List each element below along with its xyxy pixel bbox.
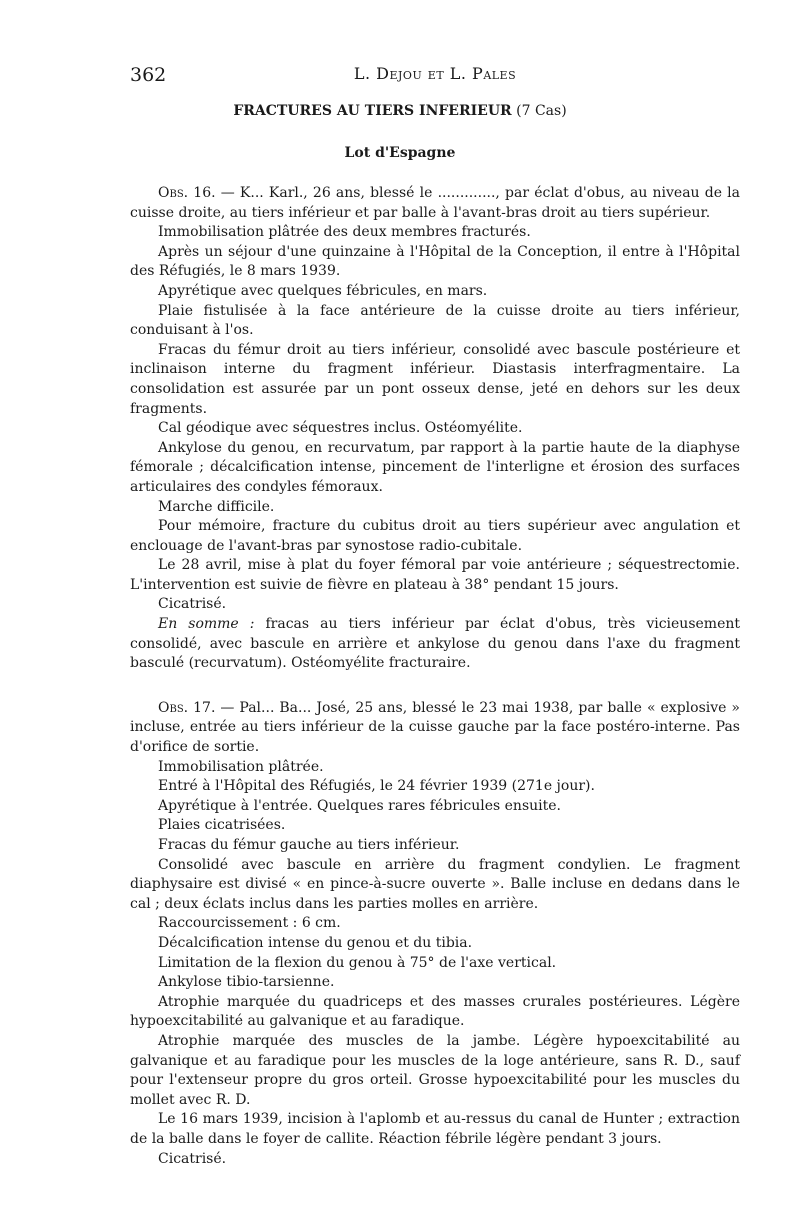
paragraph: Marche difficile. — [158, 498, 275, 515]
paragraph: Après un séjour d'une quinzaine à l'Hôpital de la Conception, il entre à l'Hôpital des Réfugiés, le 8 mars 1939. — [130, 243, 740, 280]
section-count: (7 Cas) — [516, 103, 567, 119]
paragraph: Ankylose du genou, en recurvatum, par rapport à la partie haute de la diaphyse fémorale ; décalcification intense, pincement de l'interligne et érosion des surfaces articulaires des condyles fémoraux. — [130, 439, 740, 495]
paragraph: Cicatrisé. — [158, 596, 227, 613]
paragraph: Plaies cicatrisées. — [158, 817, 286, 834]
paragraph: Le 28 avril, mise à plat du foyer fémoral par voie antérieure ; séquestrectomie. L'intervention est suivie de fièvre en plateau à 38° pendant 15 jours. — [130, 557, 740, 593]
paragraph: Atrophie marquée des muscles de la jambe. Légère hypoexcitabilité au galvanique et au faradique pour les muscles de la loge antérieure, sans R. D., sauf pour l'extenseur propre du gros orteil. Grosse hypoexcitabilité pour les muscles du mollet avec R. D. — [130, 1032, 740, 1108]
obs17-lead — [130, 699, 740, 758]
paragraph: Pour mémoire, fracture du cubitus droit au tiers supérieur avec angulation et enclouage de l'avant-bras par synostose radio-cubitale. — [130, 518, 740, 554]
paragraph: Plaie fistulisée à la face antérieure de la cuisse droite au tiers inférieur, conduisant à l'os. — [130, 302, 740, 339]
spacer — [130, 674, 740, 699]
paragraph: Consolidé avec bascule en arrière du fragment condylien. Le fragment diaphysaire est divisé « en pince-à-sucre ouverte ». Balle incluse en dedans dans le cal ; deux éclats inclus dans les parties molles en arrière. — [130, 856, 740, 912]
paragraph: Limitation de la flexion du genou à 75° de l'axe vertical. — [158, 954, 557, 971]
paragraph: Raccourcissement : 6 cm. — [158, 915, 341, 932]
paragraph: Cicatrisé. — [158, 1150, 227, 1167]
body-text — [130, 184, 740, 1169]
section-title — [0, 103, 800, 119]
paragraph: Le 16 mars 1939, incision à l'aplomb et au-ressus du canal de Hunter ; extraction de la balle dans le foyer de callite. Réaction fébrile légère pendant 3 jours. — [130, 1111, 740, 1147]
page-number: 362 — [130, 64, 167, 86]
paragraph: Entré à l'Hôpital des Réfugiés, le 24 février 1939 (271e jour). — [158, 778, 595, 795]
paragraph: Immobilisation plâtrée. — [158, 758, 324, 775]
obs16-lead — [130, 184, 740, 223]
running-head-text: L. Dejou et L. Pales — [353, 64, 517, 83]
obs16-lead-text: — K... Karl., 26 ans, blessé le ............., par éclat d'obus, au niveau de la cuisse droite, au tiers inférieur et par balle à l'avant-bras droit au tiers supérieur. — [130, 185, 740, 221]
obs17-lead-text: — Pal... Ba... José, 25 ans, blessé le 23 mai 1938, par balle « explosive » incluse, entrée au tiers inférieur de la cuisse gauche par la face postéro-interne. Pas d'orifice de sortie. — [130, 699, 740, 756]
paragraph: Apyrétique avec quelques fébricules, en mars. — [158, 282, 488, 299]
obs16-label: Obs. 16. — [158, 185, 216, 201]
paragraph: Apyrétique à l'entrée. Quelques rares fébricules ensuite. — [158, 797, 561, 814]
paragraph: Décalcification intense du genou et du tibia. — [158, 934, 473, 951]
paragraph: Atrophie marquée du quadriceps et des masses crurales postérieures. Légère hypoexcitabilité au galvanique et au faradique. — [130, 993, 740, 1030]
subsection-title: Lot d'Espagne — [344, 145, 456, 161]
running-head — [0, 64, 800, 83]
summary-text: fracas au tiers inférieur par éclat d'obus, très vicieusement consolidé, avec bascule en arrière et ankylose du genou dans l'axe du fragment basculé (recurvatum). Ostéomyélite fracturaire. — [130, 616, 740, 672]
paragraph: Ankylose tibio-tarsienne. — [158, 974, 335, 991]
summary-label: En somme : — [158, 616, 255, 633]
paragraph: Fracas du fémur droit au tiers inférieur, consolidé avec bascule postérieure et inclinaison interne du fragment inférieur. Diastasis interfragmentaire. La consolidation est assurée par un pont osseux dense, jeté en dehors sur les deux fragments. — [130, 341, 740, 417]
obs17-label: Obs. 17. — [158, 699, 216, 716]
section-title-text: FRACTURES AU TIERS INFERIEUR — [233, 103, 512, 119]
paragraph: Immobilisation plâtrée des deux membres fracturés. — [158, 224, 531, 241]
paragraph: Fracas du fémur gauche au tiers inférieur. — [158, 837, 460, 853]
obs16-summary — [130, 615, 740, 674]
paragraph: Cal géodique avec séquestres inclus. Ostéomyélite. — [158, 420, 523, 437]
